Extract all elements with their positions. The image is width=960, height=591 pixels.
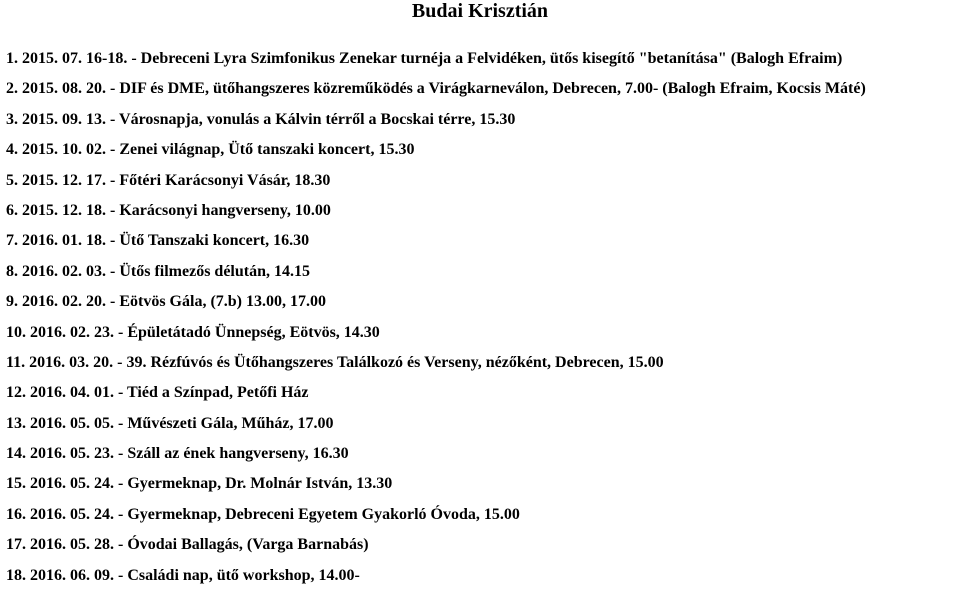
list-item: 7. 2016. 01. 18. - Ütő Tanszaki koncert, 16.30 (6, 232, 310, 250)
list-item: 1. 2015. 07. 16-18. - Debreceni Lyra Szimfonikus Zenekar turnéja a Felvidéken, ütős kisegítő "betanítása" (Balogh Efraim) (6, 50, 843, 67)
list-item: 11. 2016. 03. 20. - 39. Rézfúvós és Ütőhangszeres Találkozó és Verseny, nézőként, Debrecen, 15.00 (6, 353, 664, 371)
list-item: 10. 2016. 02. 23. - Épületátadó Ünnepség, Eötvös, 14.30 (6, 323, 380, 341)
list-item: 4. 2015. 10. 02. - Zenei világnap, Ütő tanszaki koncert, 15.30 (6, 141, 415, 159)
list-item: 15. 2016. 05. 24. - Gyermeknap, Dr. Molnár István, 13.30 (6, 475, 393, 493)
list-item: 6. 2015. 12. 18. - Karácsonyi hangverseny, 10.00 (6, 201, 331, 219)
list-item: 13. 2016. 05. 05. - Művészeti Gála, Műház, 17.00 (6, 414, 334, 432)
list-item: 12. 2016. 04. 01. - Tiéd a Színpad, Petőfi Ház (6, 384, 309, 402)
list-item: 3. 2015. 09. 13. - Városnapja, vonulás a Kálvin térről a Bocskai térre, 15.30 (6, 110, 516, 128)
list-item: 16. 2016. 05. 24. - Gyermeknap, Debreceni Egyetem Gyakorló Óvoda, 15.00 (6, 505, 520, 523)
list-item: 2. 2015. 08. 20. - DIF és DME, ütőhangszeres közreműködés a Virágkarneválon, Debrecen, 7.00- (Balogh Efraim, Kocsis Máté) (6, 80, 866, 98)
list-item: 5. 2015. 12. 17. - Főtéri Karácsonyi Vásár, 18.30 (6, 171, 331, 189)
page-title: Budai Krisztián (411, 0, 549, 22)
list-item: 9. 2016. 02. 20. - Eötvös Gála, (7.b) 13.00, 17.00 (6, 293, 326, 311)
list-item: 17. 2016. 05. 28. - Óvodai Ballagás, (Varga Barnabás) (6, 536, 369, 554)
list-item: 14. 2016. 05. 23. - Száll az ének hangverseny, 16.30 (6, 445, 349, 463)
list-item: 18. 2016. 06. 09. - Családi nap, ütő workshop, 14.00- (6, 566, 360, 584)
event-list (6, 44, 956, 591)
list-item: 8. 2016. 02. 03. - Ütős filmezős délután, 14.15 (6, 262, 310, 280)
